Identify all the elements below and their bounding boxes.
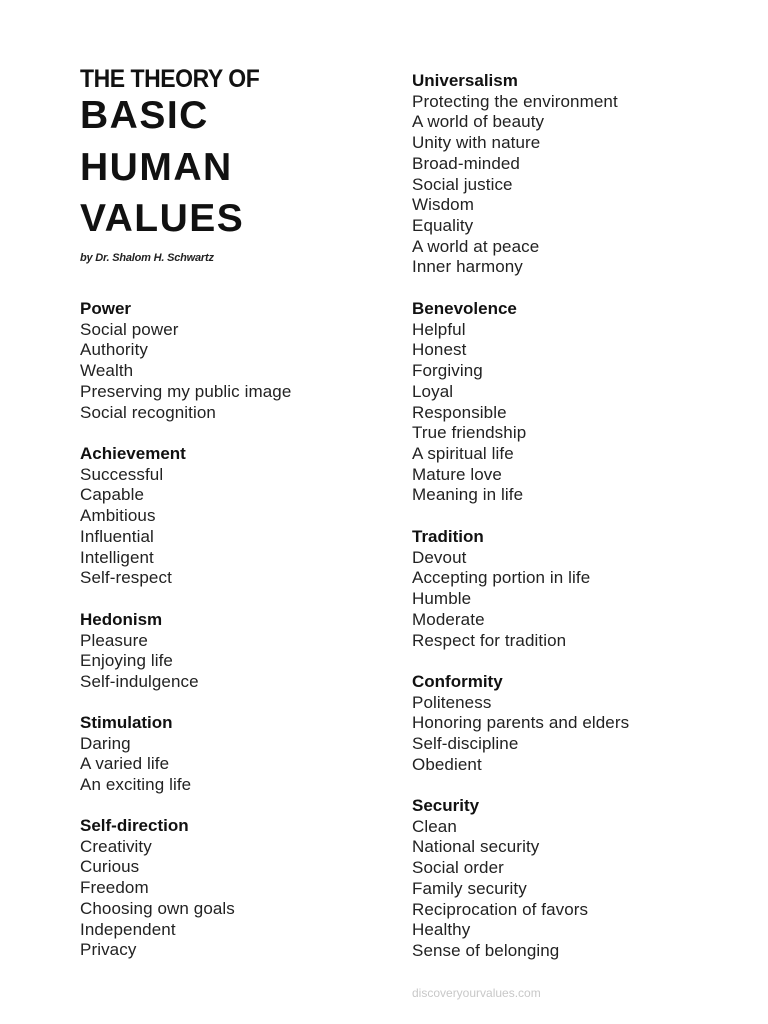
value-item: An exciting life xyxy=(80,775,192,795)
section-hedonism xyxy=(80,610,199,693)
value-item: A varied life xyxy=(80,754,170,774)
value-item: Healthy xyxy=(412,920,471,940)
value-item: Helpful xyxy=(412,319,466,339)
value-item: A world of beauty xyxy=(412,112,545,132)
value-item: Preserving my public image xyxy=(80,381,292,401)
value-item: Social recognition xyxy=(80,402,216,422)
section-conformity xyxy=(412,672,629,776)
value-item: Influential xyxy=(80,526,154,546)
value-item: Devout xyxy=(412,547,467,567)
section-power xyxy=(80,299,291,423)
value-item: National security xyxy=(412,837,540,857)
value-item: Meaning in life xyxy=(412,485,524,505)
section-title: Power xyxy=(80,299,132,318)
section-stimulation xyxy=(80,713,191,796)
section-title: Self-direction xyxy=(80,816,189,835)
value-item: Social justice xyxy=(412,174,513,194)
value-item: Social power xyxy=(80,319,179,339)
section-title: Stimulation xyxy=(80,713,173,732)
value-item: Self-indulgence xyxy=(80,672,199,692)
section-security xyxy=(412,796,588,962)
value-item: Moderate xyxy=(412,609,485,629)
value-item: Social order xyxy=(412,858,504,878)
value-list xyxy=(80,734,191,796)
value-item: Obedient xyxy=(412,754,482,774)
value-item: Loyal xyxy=(412,381,454,401)
value-item: Humble xyxy=(412,589,472,609)
value-item: Creativity xyxy=(80,836,152,856)
section-title: Benevolence xyxy=(412,299,517,318)
section-achievement xyxy=(80,444,186,589)
value-list xyxy=(412,693,629,776)
title-prefix: THE THEORY OF xyxy=(80,65,260,93)
value-item: Self-respect xyxy=(80,568,172,588)
section-title: Achievement xyxy=(80,444,186,463)
value-item: Inner harmony xyxy=(412,257,523,277)
value-list xyxy=(412,548,590,652)
value-list xyxy=(80,320,291,424)
value-item: A world at peace xyxy=(412,236,540,256)
value-item: Pleasure xyxy=(80,630,148,650)
value-item: Forgiving xyxy=(412,361,483,381)
value-item: Equality xyxy=(412,215,474,235)
value-item: Self-discipline xyxy=(412,734,519,754)
value-item: Choosing own goals xyxy=(80,898,235,918)
value-item: Independent xyxy=(80,919,176,939)
value-item: Privacy xyxy=(80,940,137,960)
value-item: Broad-minded xyxy=(412,153,520,173)
title-line-basic: BASIC xyxy=(80,94,209,137)
value-item: Intelligent xyxy=(80,547,154,567)
value-item: Mature love xyxy=(412,464,502,484)
value-item: Daring xyxy=(80,733,131,753)
section-universalism xyxy=(412,71,618,278)
value-item: Protecting the environment xyxy=(412,91,618,111)
value-item: Accepting portion in life xyxy=(412,568,591,588)
section-benevolence xyxy=(412,299,526,506)
value-item: Responsible xyxy=(412,402,507,422)
value-item: Unity with nature xyxy=(412,133,541,153)
value-list xyxy=(412,92,618,278)
value-item: Honoring parents and elders xyxy=(412,713,630,733)
value-item: Enjoying life xyxy=(80,651,173,671)
section-title: Tradition xyxy=(412,527,484,546)
value-list xyxy=(80,465,186,589)
section-title: Conformity xyxy=(412,672,503,691)
value-list xyxy=(412,817,588,962)
value-item: Honest xyxy=(412,340,467,360)
value-item: Curious xyxy=(80,857,140,877)
value-item: Sense of belonging xyxy=(412,940,560,960)
value-item: Reciprocation of favors xyxy=(412,899,589,919)
value-item: Ambitious xyxy=(80,506,156,526)
section-title: Universalism xyxy=(412,71,518,90)
author-byline: by Dr. Shalom H. Schwartz xyxy=(80,252,214,264)
value-item: Respect for tradition xyxy=(412,630,567,650)
value-item: Authority xyxy=(80,340,148,360)
section-title: Security xyxy=(412,796,480,815)
section-title: Hedonism xyxy=(80,610,163,629)
value-list xyxy=(80,837,235,961)
value-item: Wisdom xyxy=(412,195,474,215)
footer-url: discoveryourvalues.com xyxy=(412,986,541,1000)
value-item: True friendship xyxy=(412,423,527,443)
value-item: Capable xyxy=(80,485,145,505)
section-tradition xyxy=(412,527,590,651)
value-item: A spiritual life xyxy=(412,443,514,463)
value-item: Family security xyxy=(412,878,527,898)
value-item: Successful xyxy=(80,464,164,484)
value-list xyxy=(412,320,526,506)
value-item: Freedom xyxy=(80,878,149,898)
title-line-values: VALUES xyxy=(80,197,245,240)
title-line-human: HUMAN xyxy=(80,146,233,189)
value-item: Wealth xyxy=(80,361,134,381)
section-self-direction xyxy=(80,816,235,961)
value-item: Politeness xyxy=(412,692,492,712)
value-item: Clean xyxy=(412,816,457,836)
value-list xyxy=(80,631,199,693)
